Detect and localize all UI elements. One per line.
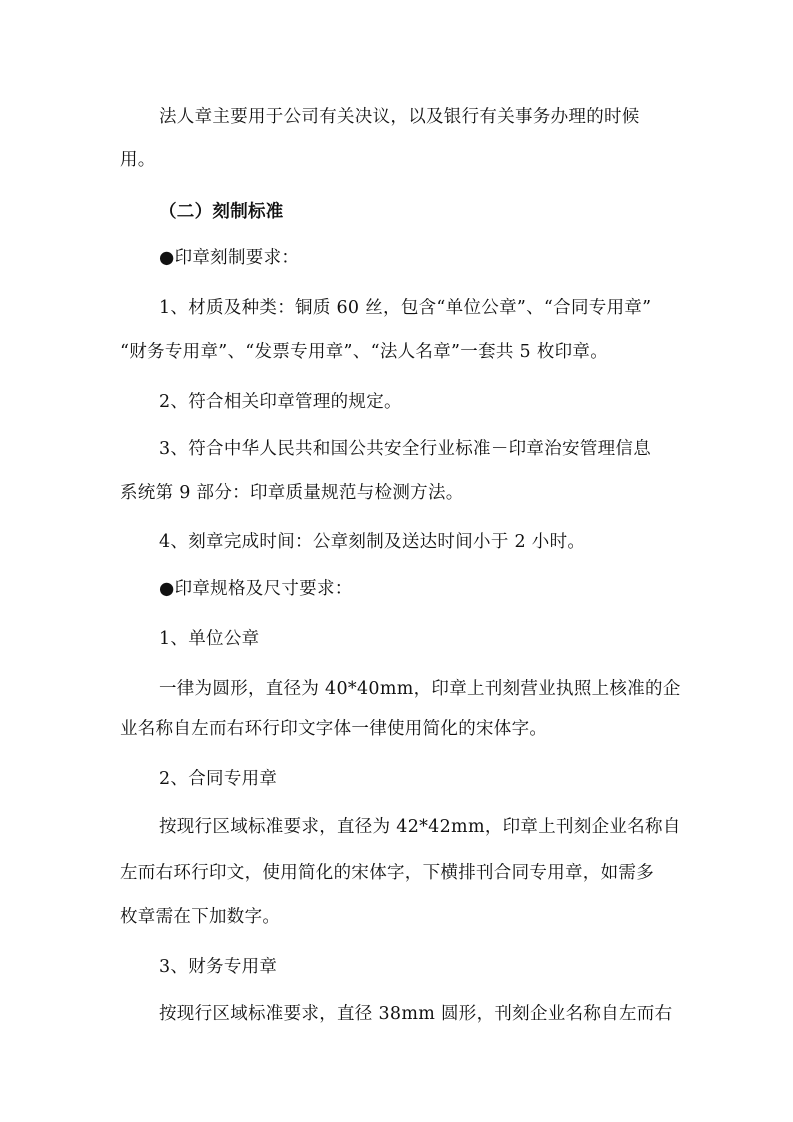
paragraph-line: 按现行区域标准要求，直径为 42*42mm，印章上刊刻企业名称自 — [159, 817, 681, 837]
subsection-title: 1、单位公章 — [159, 629, 260, 649]
section-heading: （二）刻制标准 — [159, 202, 284, 222]
paragraph-line: 枚章需在下加数字。 — [120, 907, 281, 927]
paragraph-line: 左而右环行印文，使用简化的宋体字，下横排刊合同专用章，如需多 — [120, 863, 654, 883]
paragraph-line: 法人章主要用于公司有关决议，以及银行有关事务办理的时候 — [159, 107, 640, 127]
paragraph-line: 一律为圆形，直径为 40*40mm，印章上刊刻营业执照上核准的企 — [159, 679, 681, 699]
bullet-heading: ●印章刻制要求： — [159, 248, 300, 268]
subsection-title: 3、财务专用章 — [159, 957, 278, 977]
subsection-title: 2、合同专用章 — [159, 769, 278, 789]
paragraph-line: “财务专用章”、“发票专用章”、“法人名章”一套共 5 枚印章。 — [120, 342, 609, 362]
paragraph-line: 1、材质及种类：铜质 60 丝，包含“单位公章”、“合同专用章” — [159, 298, 652, 318]
bullet-heading: ●印章规格及尺寸要求： — [159, 579, 353, 599]
paragraph-line: 系统第 9 部分：印章质量规范与检测方法。 — [120, 483, 464, 503]
paragraph-line: 按现行区域标准要求，直径 38mm 圆形，刊刻企业名称自左而右 — [159, 1004, 673, 1024]
paragraph-line: 3、符合中华人民共和国公共安全行业标准－印章治安管理信息 — [159, 439, 652, 459]
paragraph-line: 用。 — [120, 150, 156, 170]
paragraph-line: 4、刻章完成时间：公章刻制及送达时间小于 2 小时。 — [159, 532, 586, 552]
paragraph-line: 业名称自左而右环行印文字体一律使用简化的宋体字。 — [120, 719, 548, 739]
paragraph-line: 2、符合相关印章管理的规定。 — [159, 392, 402, 412]
